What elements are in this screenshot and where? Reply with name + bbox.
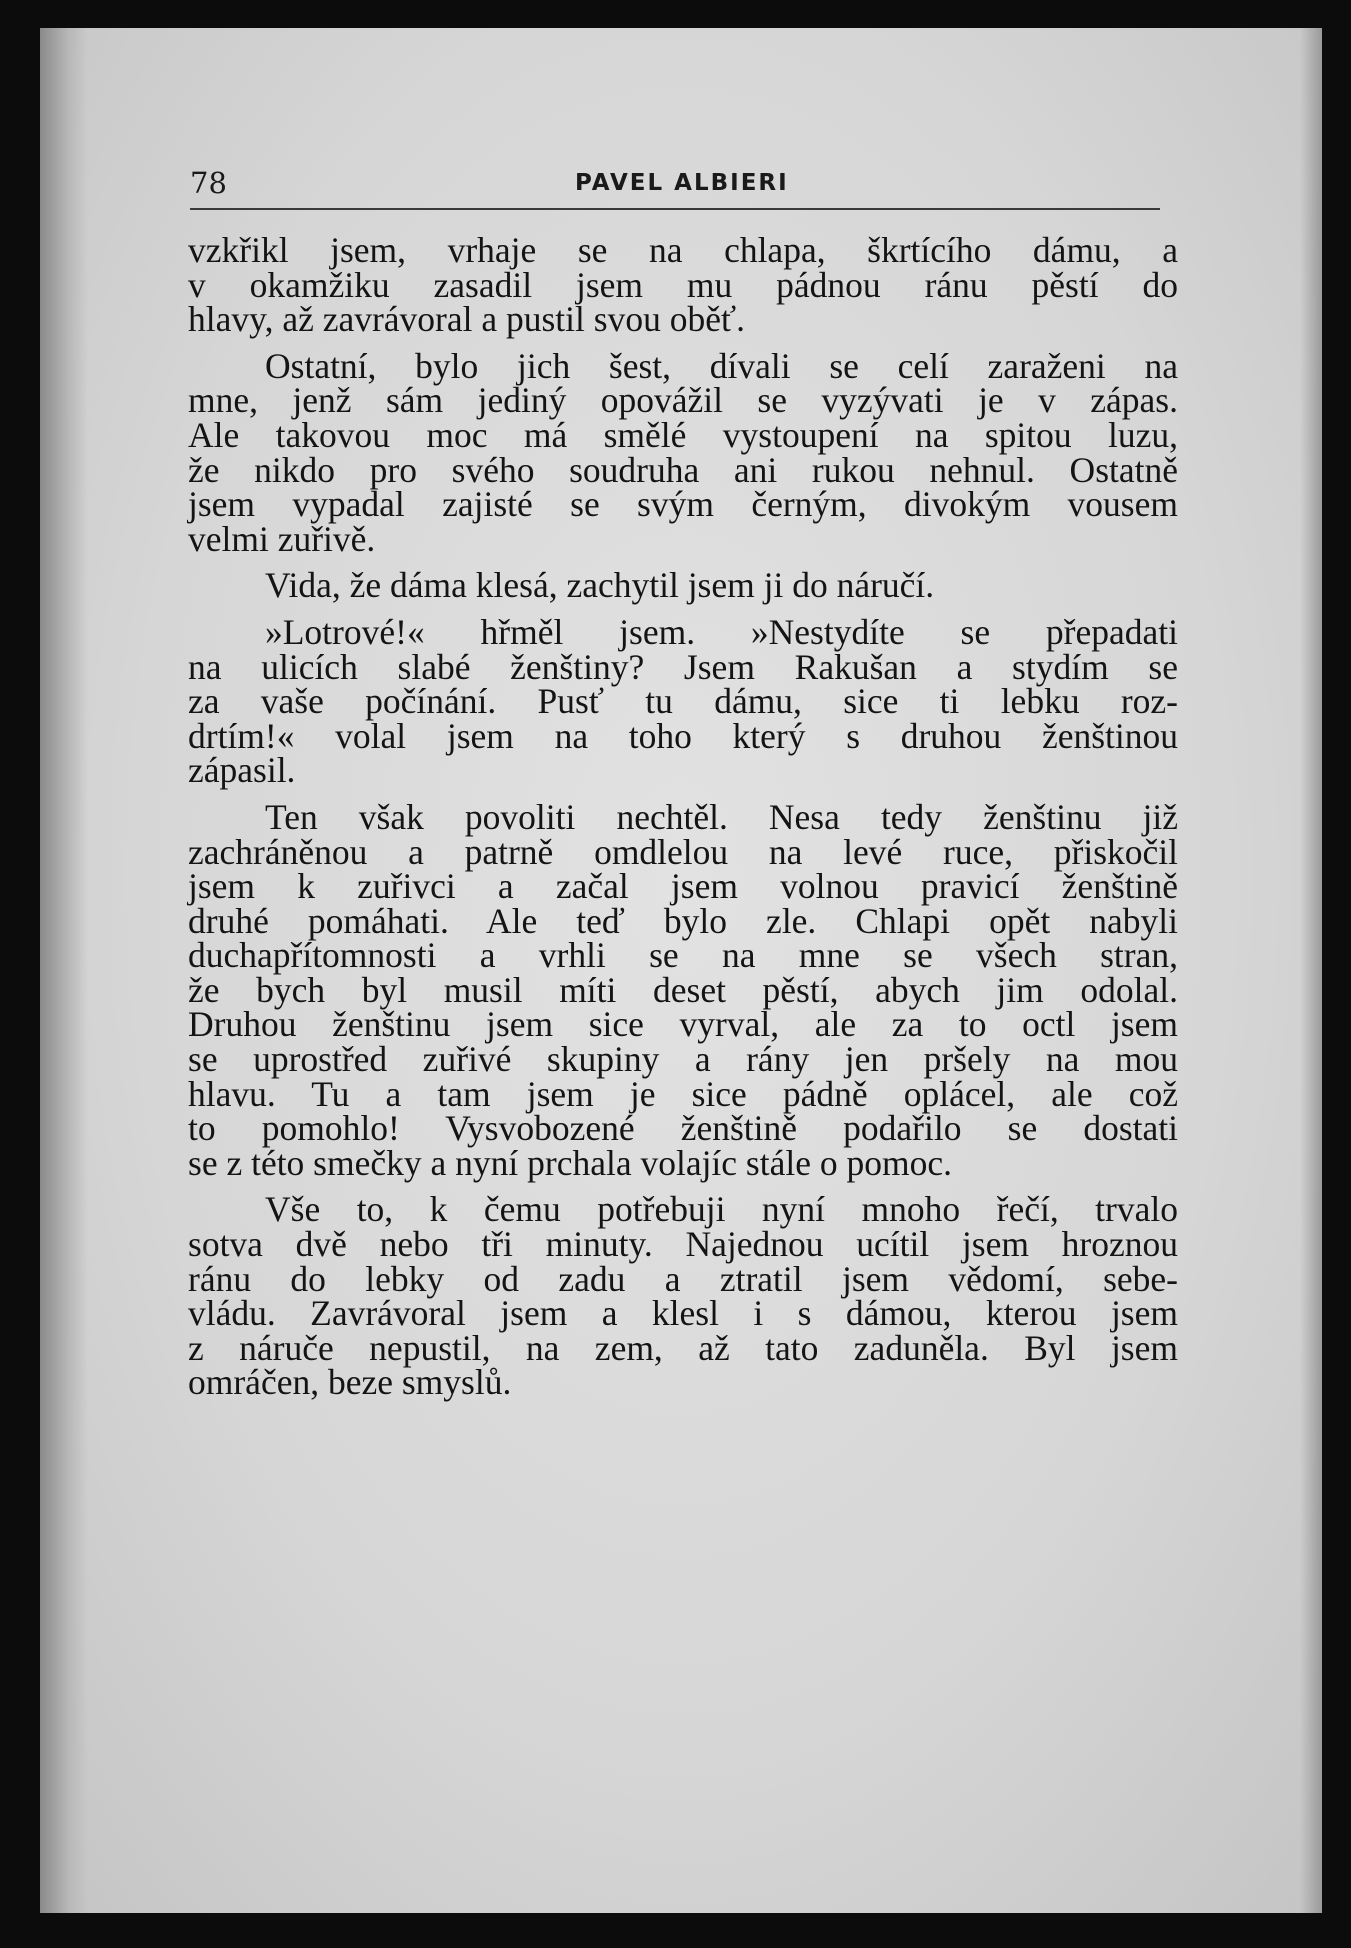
text-line: jsem vypadal zajisté se svým černým, divokým vousem: [188, 484, 1178, 525]
text-line: hlavy, až zavrávoral a pustil svou oběť.: [188, 299, 746, 340]
text-line: Druhou ženštinu jsem sice vyrval, ale za to octl jsem: [188, 1004, 1178, 1045]
text-line: za vaše počínání. Pusť tu dámu, sice ti lebku roz-: [188, 681, 1178, 722]
text-line: na ulicích slabé ženštiny? Jsem Rakušan a stydím se: [188, 646, 1178, 687]
text-line: se z této smečky a nyní prchala volajíc stále o pomoc.: [188, 1142, 952, 1183]
text-line: že nikdo pro svého soudruha ani rukou nehnul. Ostatně: [188, 449, 1178, 490]
paragraph: [188, 796, 1178, 1183]
text-line: mne, jenž sám jediný opovážil se vyzývati je v zápas.: [188, 380, 1178, 421]
text-line: omráčen, beze smyslů.: [188, 1362, 512, 1403]
text-line: zachráněnou a patrně omdlelou na levé ruce, přiskočil: [188, 831, 1178, 872]
text-line: duchapřítomnosti a vrhli se na mne se všech stran,: [188, 935, 1178, 976]
text-line: že bych byl musil míti deset pěstí, abych jim odolal.: [188, 969, 1178, 1010]
text-line: Ten však povoliti nechtěl. Nesa tedy ženštinu již: [265, 796, 1178, 837]
text-line: velmi zuřivě.: [188, 518, 376, 559]
text-line: zápasil.: [188, 750, 296, 791]
paragraph: [188, 565, 1178, 606]
paragraph: [188, 230, 1178, 340]
text-line: vládu. Zavrávoral jsem a klesl i s dámou, kterou jsem: [188, 1293, 1178, 1334]
text-line: »Lotrové!« hřměl jsem. »Nestydíte se přepadati: [265, 611, 1178, 652]
text-line: Vše to, k čemu potřebuji nyní mnoho řečí, trvalo: [265, 1189, 1178, 1230]
text-line: ránu do lebky od zadu a ztratil jsem vědomí, sebe-: [188, 1258, 1178, 1299]
page-number: 78: [190, 166, 227, 200]
running-head: PAVEL ALBIERI: [575, 170, 789, 196]
text-line: vzkřikl jsem, vrhaje se na chlapa, škrtícího dámu, a: [188, 230, 1178, 270]
page-header: [190, 166, 1160, 212]
text-line: v okamžiku zasadil jsem mu pádnou ránu pěstí do: [188, 264, 1178, 305]
text-line: drtím!« volal jsem na toho který s druhou ženštinou: [188, 715, 1178, 756]
paragraph: [188, 1189, 1178, 1403]
body-text: [188, 230, 1178, 1412]
text-line: sotva dvě nebo tři minuty. Najednou ucítil jsem hroznou: [188, 1224, 1178, 1265]
paragraph: [188, 611, 1178, 791]
text-line: Vida, že dáma klesá, zachytil jsem ji do náručí.: [265, 565, 935, 606]
text-line: to pomohlo! Vysvobozené ženštině podařilo se dostati: [188, 1108, 1178, 1149]
text-line: hlavu. Tu a tam jsem je sice pádně oplácel, ale což: [188, 1073, 1178, 1114]
paragraph: [188, 345, 1178, 559]
text-line: jsem k zuřivci a začal jsem volnou pravicí ženštině: [188, 866, 1178, 907]
text-line: se uprostřed zuřivé skupiny a rány jen pršely na mou: [188, 1039, 1178, 1080]
header-rule: [190, 208, 1160, 210]
text-line: Ostatní, bylo jich šest, dívali se celí zaraženi na: [265, 345, 1178, 386]
text-line: Ale takovou moc má smělé vystoupení na spitou luzu,: [188, 414, 1178, 455]
text-line: druhé pomáhati. Ale teď bylo zle. Chlapi opět nabyli: [188, 900, 1178, 941]
book-page: [40, 28, 1322, 1913]
text-line: z náruče nepustil, na zem, až tato zaduněla. Byl jsem: [188, 1327, 1178, 1368]
